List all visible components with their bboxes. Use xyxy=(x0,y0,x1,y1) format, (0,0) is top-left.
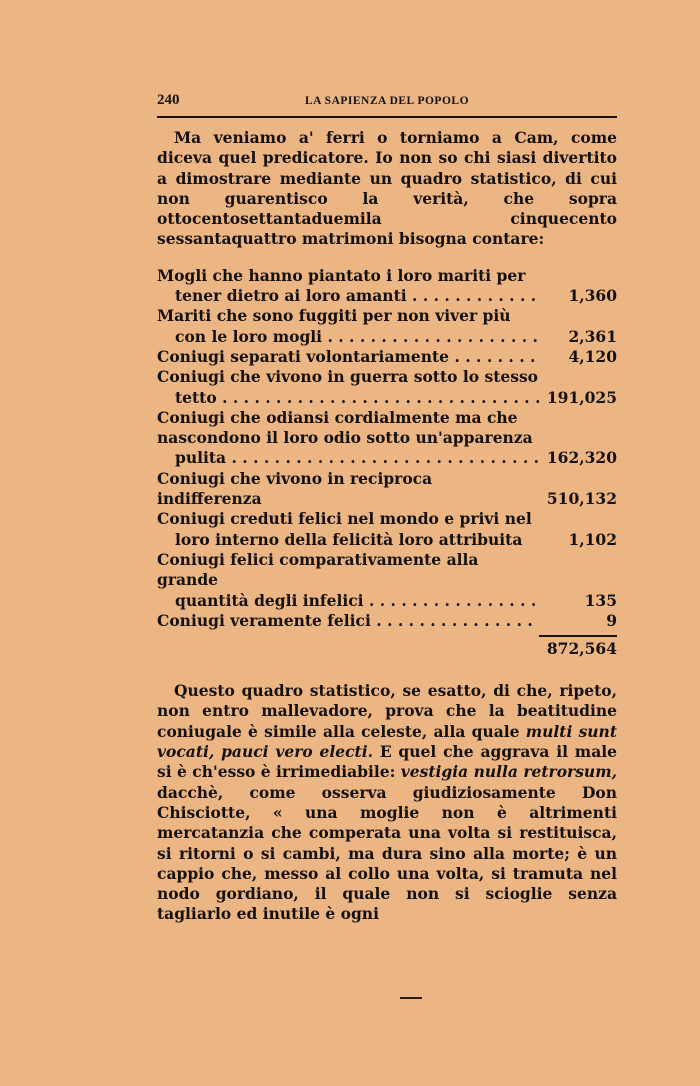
stat-value: 162,320 xyxy=(546,448,617,468)
stat-label: Coniugi che odiansi cordialmente ma che nascondono il loro odio sotto un'apparenza xyxy=(157,407,533,448)
running-title: LA SAPIENZA DEL POPOLO xyxy=(304,95,470,107)
total-value: 872,564 xyxy=(546,639,617,659)
closing-text-2: E quel che aggrava il male si è ch'esso è irrimediabile: xyxy=(157,742,617,782)
stat-value: 510,132 xyxy=(546,489,617,509)
stat-row xyxy=(157,306,617,347)
closing-paragraph xyxy=(157,681,617,925)
stat-row xyxy=(157,347,617,367)
stat-label-continuation: loro interno della felicità loro attribuita xyxy=(175,529,523,549)
stat-label: Coniugi che vivono in guerra sotto lo stesso xyxy=(157,367,539,387)
total-rule xyxy=(539,635,617,637)
total-row xyxy=(157,635,617,659)
stat-label: Coniugi separati volontariamente . . . xyxy=(157,347,539,367)
stat-label: Mogli che hanno piantato i loro mariti per xyxy=(157,265,526,285)
stat-row xyxy=(157,611,617,631)
stat-value: 191,025 xyxy=(546,387,617,407)
closing-text-3: dacchè, come osserva giudiziosamente Don Chisciotte, « una moglie non è altrimenti mercatanzia che comperata una volta si restituisca, si ritorni o si cambi, ma dura sino alla morte; è un cappio che, messo al collo una volta, si tramuta nel nodo gordiano, il quale non si scioglie senza tagliarlo ed inutile è ogni xyxy=(157,782,617,924)
latin-quote-2: vestigia nulla retrorsum, xyxy=(400,762,617,782)
stat-row xyxy=(157,367,617,408)
stat-label: Coniugi veramente felici . . . xyxy=(157,611,539,631)
stat-value: 2,361 xyxy=(568,326,617,346)
stat-label-continuation: pulita . . . xyxy=(157,448,539,468)
stat-label-continuation: quantità degli infelici . . . xyxy=(157,591,539,611)
stat-label: Coniugi felici comparativamente alla grande xyxy=(157,549,479,590)
page-number: 240 xyxy=(157,92,180,108)
footer-dash xyxy=(400,997,422,999)
stat-label: Mariti che sono fuggiti per non viver più xyxy=(157,306,511,326)
page-header xyxy=(157,92,617,118)
stat-row xyxy=(157,266,617,307)
stat-row xyxy=(157,469,617,510)
stat-label-continuation: tener dietro ai loro amanti . . . xyxy=(157,286,539,306)
stat-value: 135 xyxy=(584,590,617,610)
stat-value: 1,360 xyxy=(568,286,617,306)
stat-value: 4,120 xyxy=(568,346,617,366)
intro-paragraph: Ma veniamo a' ferri o torniamo a Cam, come diceva quel predicatore. Io non so chi siasi divertito a dimostrare mediante un quadro statistico, di cui non guarentisco la verità, che sopra ottocentosettantaduemila cinquecento sessantaquattro matrimoni bisogna contare: xyxy=(157,128,617,249)
latin-quote-1: multi sunt vocati, pauci vero electi. xyxy=(157,721,617,762)
stat-label-continuation: tetto . . . xyxy=(157,388,539,408)
stat-label-continuation: con le loro mogli . . . xyxy=(157,327,539,347)
stat-row xyxy=(157,408,617,469)
closing-text-1: Questo quadro statistico, se esatto, di che, ripeto, non entro mallevadore, prova che la beatitudine coniugale è simile alla celeste, alla quale xyxy=(157,681,617,741)
stat-row xyxy=(157,509,617,550)
statistics-table xyxy=(157,266,617,659)
stat-label: Coniugi che vivono in reciproca indifferenza xyxy=(157,468,433,509)
stat-value: 1,102 xyxy=(568,529,617,549)
stat-row xyxy=(157,550,617,611)
stat-value: 9 xyxy=(606,610,617,630)
stat-label: Coniugi creduti felici nel mondo e privi nel xyxy=(157,509,532,529)
page-content xyxy=(157,92,617,925)
